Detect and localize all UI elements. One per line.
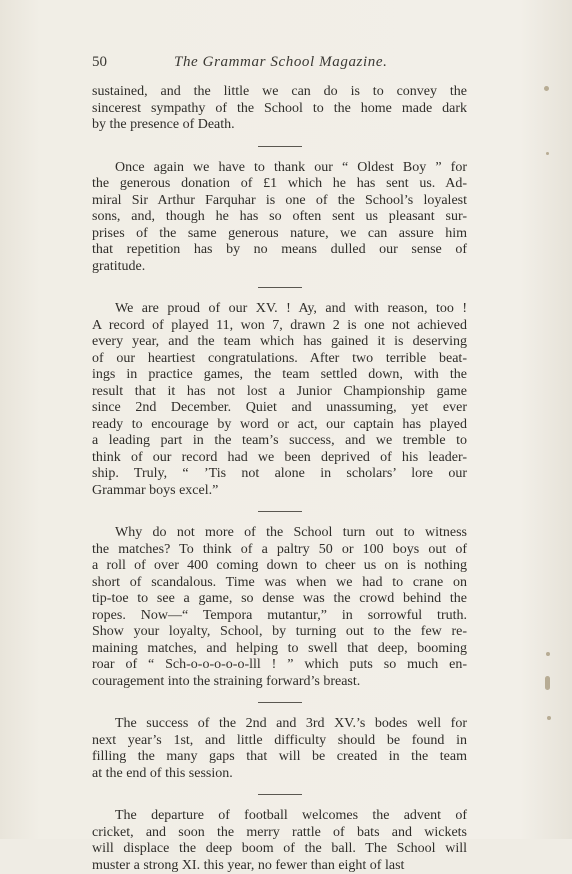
text-line: gratitude. [92,259,467,276]
text-line: Why do not more of the School turn out to witness [92,525,467,542]
text-line: The departure of football welcomes the advent of [92,808,467,825]
text-line: ship. Truly, “ ’Tis not alone in scholars’ lore our [92,466,467,483]
paragraph [92,525,467,690]
section-divider [258,702,302,703]
text-line: ings in practice games, the team settled down, with the [92,367,467,384]
text-line: result that it has not lost a Junior Championship game [92,384,467,401]
text-line: a roll of over 400 coming down to cheer us on is nothing [92,558,467,575]
text-line: roar of “ Sch-o-o-o-o-o-lll ! ” which puts so much en- [92,657,467,674]
paragraph [92,84,467,134]
running-title: The Grammar School Magazine. [174,54,387,71]
text-line: sincerest sympathy of the School to the home made dark [92,101,467,118]
section-divider [258,287,302,288]
text-line: cricket, and soon the merry rattle of bats and wickets [92,825,467,842]
page-number: 50 [92,54,107,71]
foxing-mark [547,716,551,720]
text-line: next year’s 1st, and little difficulty should be found in [92,733,467,750]
text-line: Grammar boys excel.” [92,483,467,500]
text-line: by the presence of Death. [92,117,467,134]
text-line: ropes. Now—“ Tempora mutantur,” in sorrowful truth. [92,608,467,625]
text-line: prises of the same generous nature, we can assure him [92,226,467,243]
text-line: sons, and, though he has so often sent us pleasant sur- [92,209,467,226]
foxing-mark [546,652,550,656]
text-line: Once again we have to thank our “ Oldest Boy ” for [92,160,467,177]
text-line: think of our record had we been deprived of his leader- [92,450,467,467]
text-line: the matches? To think of a paltry 50 or 100 boys out of [92,542,467,559]
text-line: muster a strong XI. this year, no fewer than eight of last [92,858,467,874]
text-line: tip-toe to see a game, so dense was the crowd behind the [92,591,467,608]
foxing-mark [545,676,550,690]
text-line: filling the many gaps that will be created in the team [92,749,467,766]
text-line: Show your loyalty, School, by turning out to the few re- [92,624,467,641]
text-line: every year, and the team which has gained it is deserving [92,334,467,351]
text-line: a leading part in the team’s success, and we tremble to [92,433,467,450]
paragraph [92,716,467,782]
paragraph [92,160,467,276]
text-line: sustained, and the little we can do is to convey the [92,84,467,101]
text-line: the generous donation of £1 which he has sent us. Ad- [92,176,467,193]
text-line: miral Sir Arthur Farquhar is one of the School’s loyalest [92,193,467,210]
section-divider [258,511,302,512]
page-header [92,54,472,76]
text-line: maining matches, and helping to swell that deep, booming [92,641,467,658]
section-divider [258,146,302,147]
text-line: ready to encourage by word or act, our captain has played [92,417,467,434]
foxing-mark [546,152,549,155]
article-body [92,84,467,874]
text-line: We are proud of our XV. ! Ay, and with reason, too ! [92,301,467,318]
text-line: A record of played 11, won 7, drawn 2 is one not achieved [92,318,467,335]
text-line: The success of the 2nd and 3rd XV.’s bodes well for [92,716,467,733]
text-line: short of scandalous. Time was when we had to crane on [92,575,467,592]
foxing-mark [544,86,549,91]
text-line: couragement into the straining forward’s breast. [92,674,467,691]
section-divider [258,794,302,795]
text-line: that repetition has by no means dulled our sense of [92,242,467,259]
text-line: will displace the deep boom of the ball. The School will [92,841,467,858]
text-line: of our heartiest congratulations. After two terrible beat- [92,351,467,368]
text-line: since 2nd December. Quiet and unassuming, yet ever [92,400,467,417]
paragraph [92,808,467,874]
paragraph [92,301,467,499]
text-line: at the end of this session. [92,766,467,783]
